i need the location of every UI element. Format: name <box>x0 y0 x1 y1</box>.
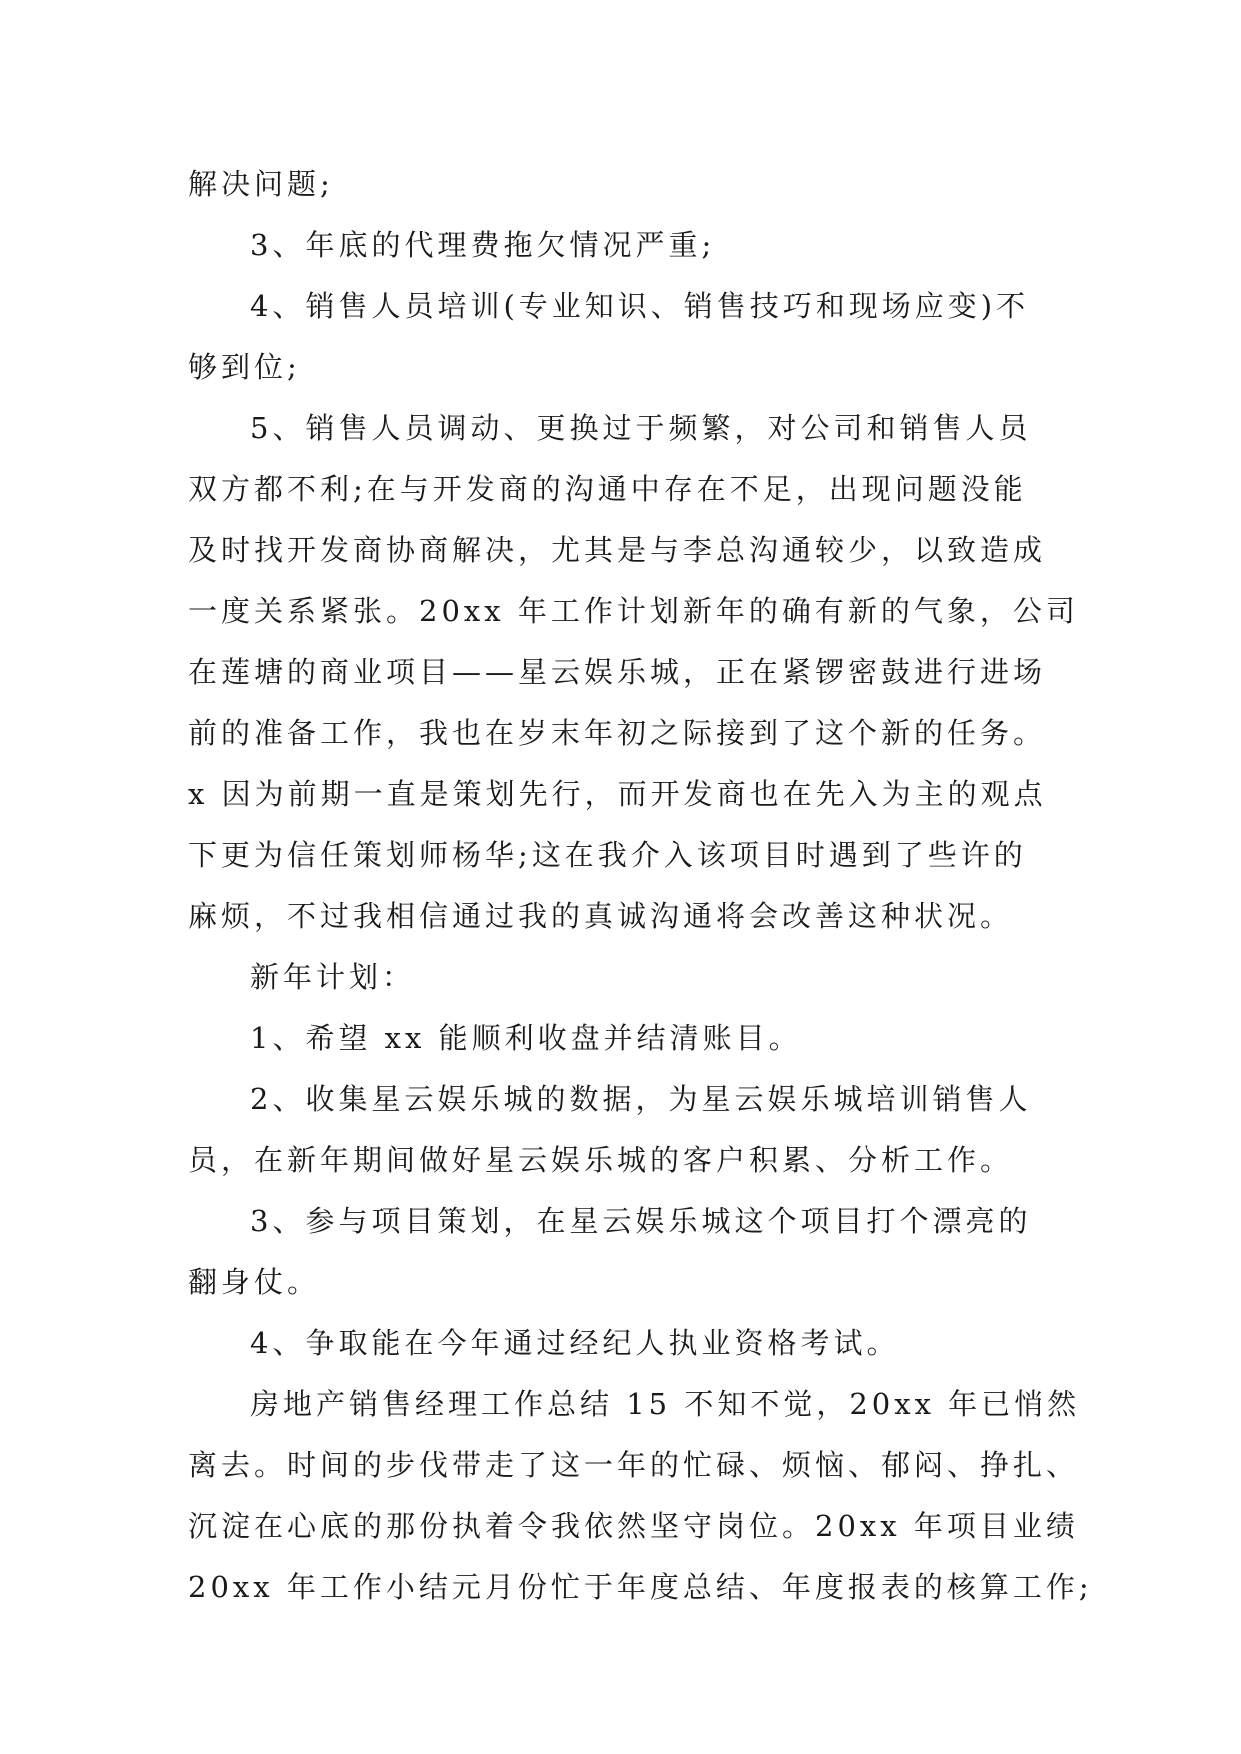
text-line: 麻烦，不过我相信通过我的真诚沟通将会改善这种状况。 <box>188 899 1014 933</box>
text-line: 5、销售人员调动、更换过于频繁，对公司和销售人员 <box>250 411 1032 445</box>
text-line: 1、希望 xx 能顺利收盘并结清账目。 <box>250 1021 802 1055</box>
text-line: 4、销售人员培训(专业知识、销售技巧和现场应变)不 <box>250 289 1030 323</box>
text-line: 3、参与项目策划，在星云娱乐城这个项目打个漂亮的 <box>250 1204 1032 1238</box>
text-line: 离去。时间的步伐带走了这一年的忙碌、烦恼、郁闷、挣扎、 <box>188 1448 1080 1482</box>
text-line: 一度关系紧张。20xx 年工作计划新年的确有新的气象，公司 <box>188 594 1079 628</box>
text-line: 及时找开发商协商解决，尤其是与李总沟通较少，以致造成 <box>188 533 1047 567</box>
text-line: x 因为前期一直是策划先行，而开发商也在先入为主的观点 <box>188 777 1047 811</box>
text-line: 下更为信任策划师杨华;这在我介入该项目时遇到了些许的 <box>188 838 1027 872</box>
text-line: 在莲塘的商业项目——星云娱乐城，正在紧锣密鼓进行进场 <box>188 655 1047 689</box>
text-line: 双方都不利;在与开发商的沟通中存在不足，出现问题没能 <box>188 472 1027 506</box>
text-line: 够到位; <box>188 350 301 384</box>
text-line: 前的准备工作，我也在岁末年初之际接到了这个新的任务。 <box>188 716 1047 750</box>
text-line: 沉淀在心底的那份执着令我依然坚守岗位。20xx 年项目业绩 <box>188 1509 1079 1543</box>
text-line: 员，在新年期间做好星云娱乐城的客户积累、分析工作。 <box>188 1143 1014 1177</box>
text-line: 解决问题; <box>188 167 334 201</box>
text-line: 翻身仗。 <box>188 1265 321 1299</box>
text-line: 3、年底的代理费拖欠情况严重; <box>250 228 716 262</box>
text-line: 2、收集星云娱乐城的数据，为星云娱乐城培训销售人 <box>250 1082 1032 1116</box>
document-body <box>188 154 1093 1618</box>
text-line: 20xx 年工作小结元月份忙于年度总结、年度报表的核算工作; <box>188 1570 1093 1604</box>
text-line: 4、争取能在今年通过经纪人执业资格考试。 <box>250 1326 900 1360</box>
text-line: 新年计划： <box>250 960 416 994</box>
text-line: 房地产销售经理工作总结 15 不知不觉，20xx 年已悄然 <box>250 1387 1081 1421</box>
